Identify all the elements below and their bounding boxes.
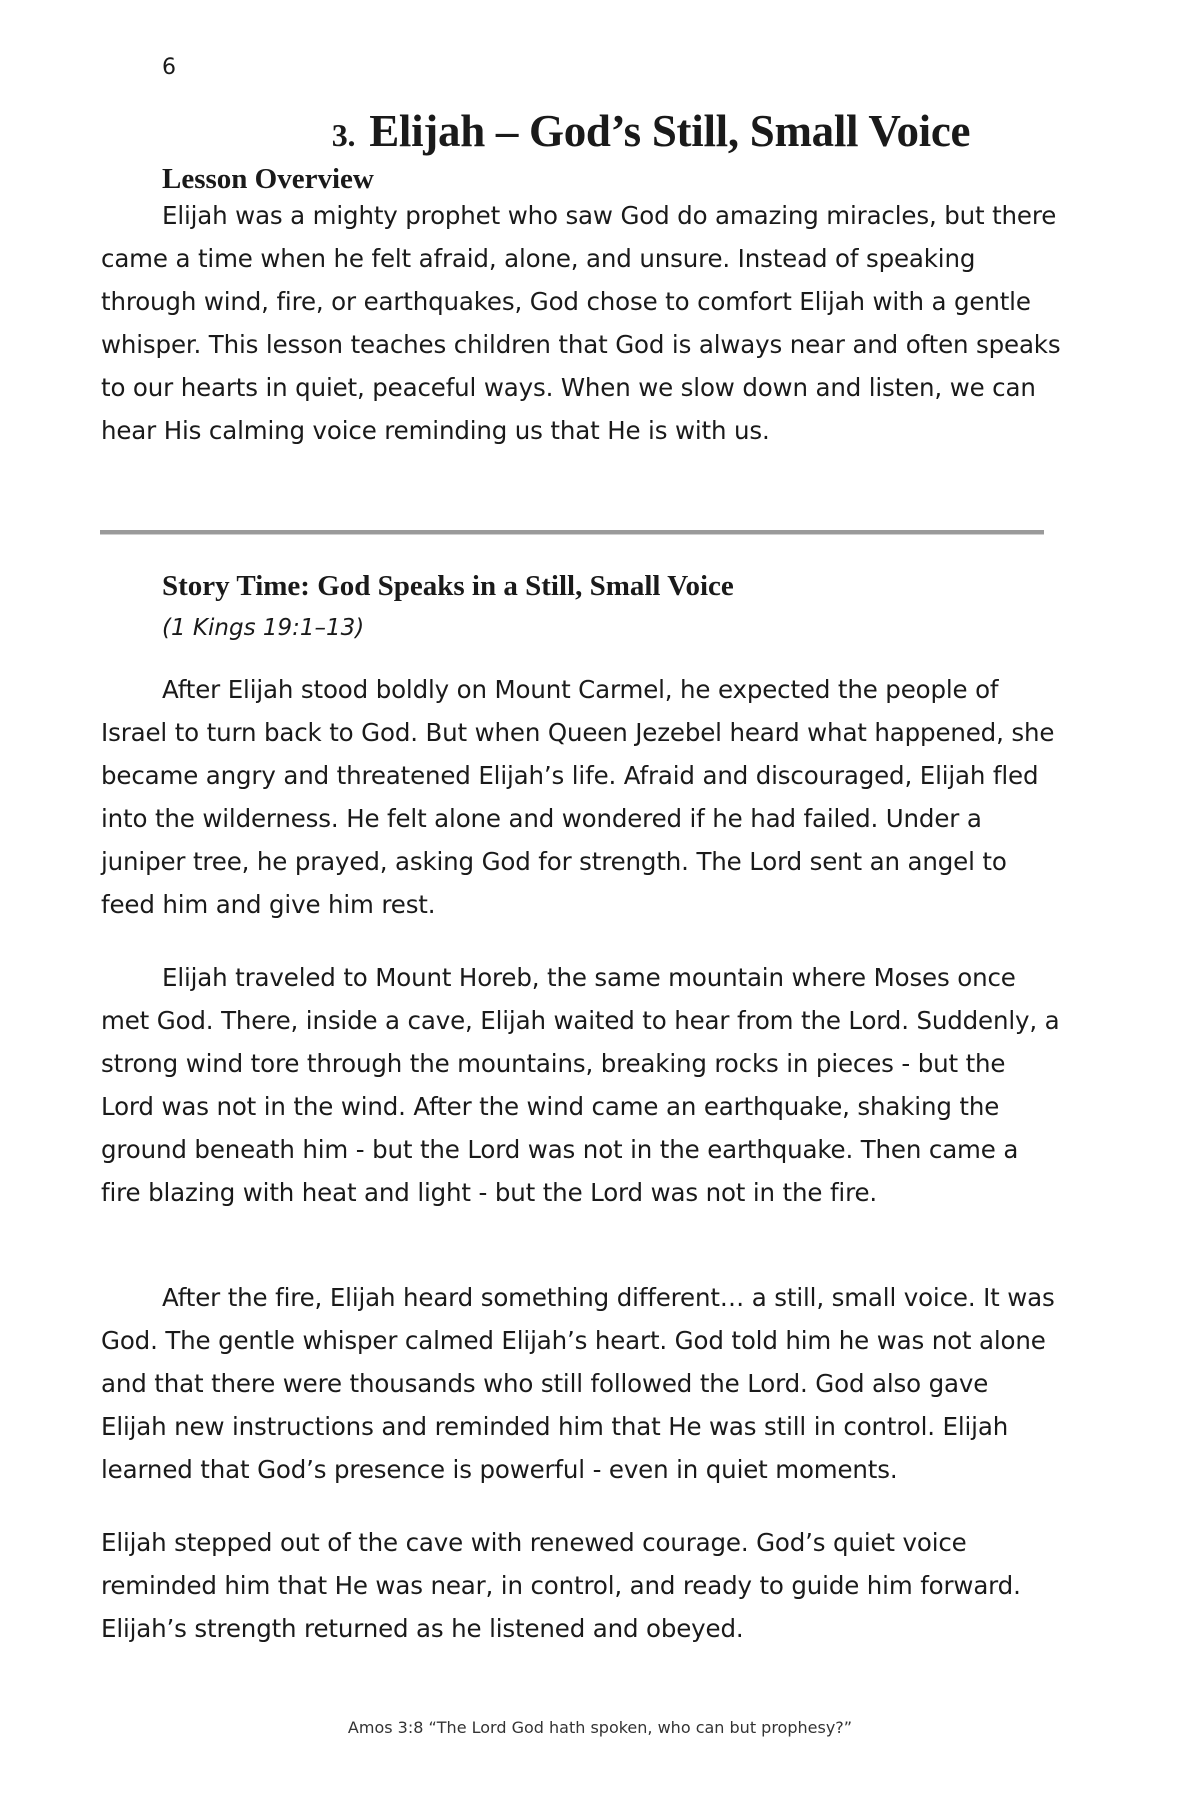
- footer-verse: Amos 3:8 “The Lord God hath spoken, who can but prophesy?”: [347, 1718, 853, 1737]
- story-paragraph-2: Elijah traveled to Mount Horeb, the same mountain where Moses once met God. There, inside a cave, Elijah waited to hear from the Lord. Suddenly, a strong wind tore through the mountains, breaking rocks in pieces - but the Lord was not in the wind. After the wind came an earthquake, shaking the ground beneath him - but the Lord was not in the earthquake. Then came a fire blazing with heat and light - but the Lord was not in the fire.: [101, 963, 1060, 1207]
- section-divider: [100, 530, 1044, 535]
- overview-paragraph: Elijah was a mighty prophet who saw God do amazing miracles, but there came a time when he felt afraid, alone, and unsure. Instead of speaking through wind, fire, or earthquakes, God chose to comfort Elijah with a gentle whisper. This lesson teaches children that God is always near and often speaks to our hearts in quiet, peaceful ways. When we slow down and listen, we can hear His calming voice reminding us that He is with us.: [101, 201, 1061, 445]
- story-paragraph-4: Elijah stepped out of the cave with renewed courage. God’s quiet voice reminded him that He was near, in control, and ready to guide him forward. Elijah’s strength returned as he listened and obeyed.: [101, 1528, 1021, 1643]
- story-heading: Story Time: God Speaks in a Still, Small Voice: [162, 570, 734, 602]
- chapter-title: [0, 105, 1200, 157]
- scripture-reference: (1 Kings 19:1–13): [162, 615, 365, 641]
- chapter-number: 3.: [331, 117, 356, 153]
- story-paragraph-3: After the fire, Elijah heard something different… a still, small voice. It was God. The gentle whisper calmed Elijah’s heart. God told him he was not alone and that there were thousands who still followed the Lord. God also gave Elijah new instructions and reminded him that He was still in control. Elijah learned that God’s presence is powerful - even in quiet moments.: [101, 1283, 1055, 1484]
- story-paragraph-1: After Elijah stood boldly on Mount Carmel, he expected the people of Israel to turn back to God. But when Queen Jezebel heard what happened, she became angry and threatened Elijah’s life. Afraid and discouraged, Elijah fled into the wilderness. He felt alone and wondered if he had failed. Under a juniper tree, he prayed, asking God for strength. The Lord sent an angel to feed him and give him rest.: [101, 675, 1055, 919]
- chapter-title-text: Elijah – God’s Still, Small Voice: [369, 106, 971, 156]
- overview-heading: Lesson Overview: [162, 163, 374, 195]
- page-number: 6: [162, 55, 176, 80]
